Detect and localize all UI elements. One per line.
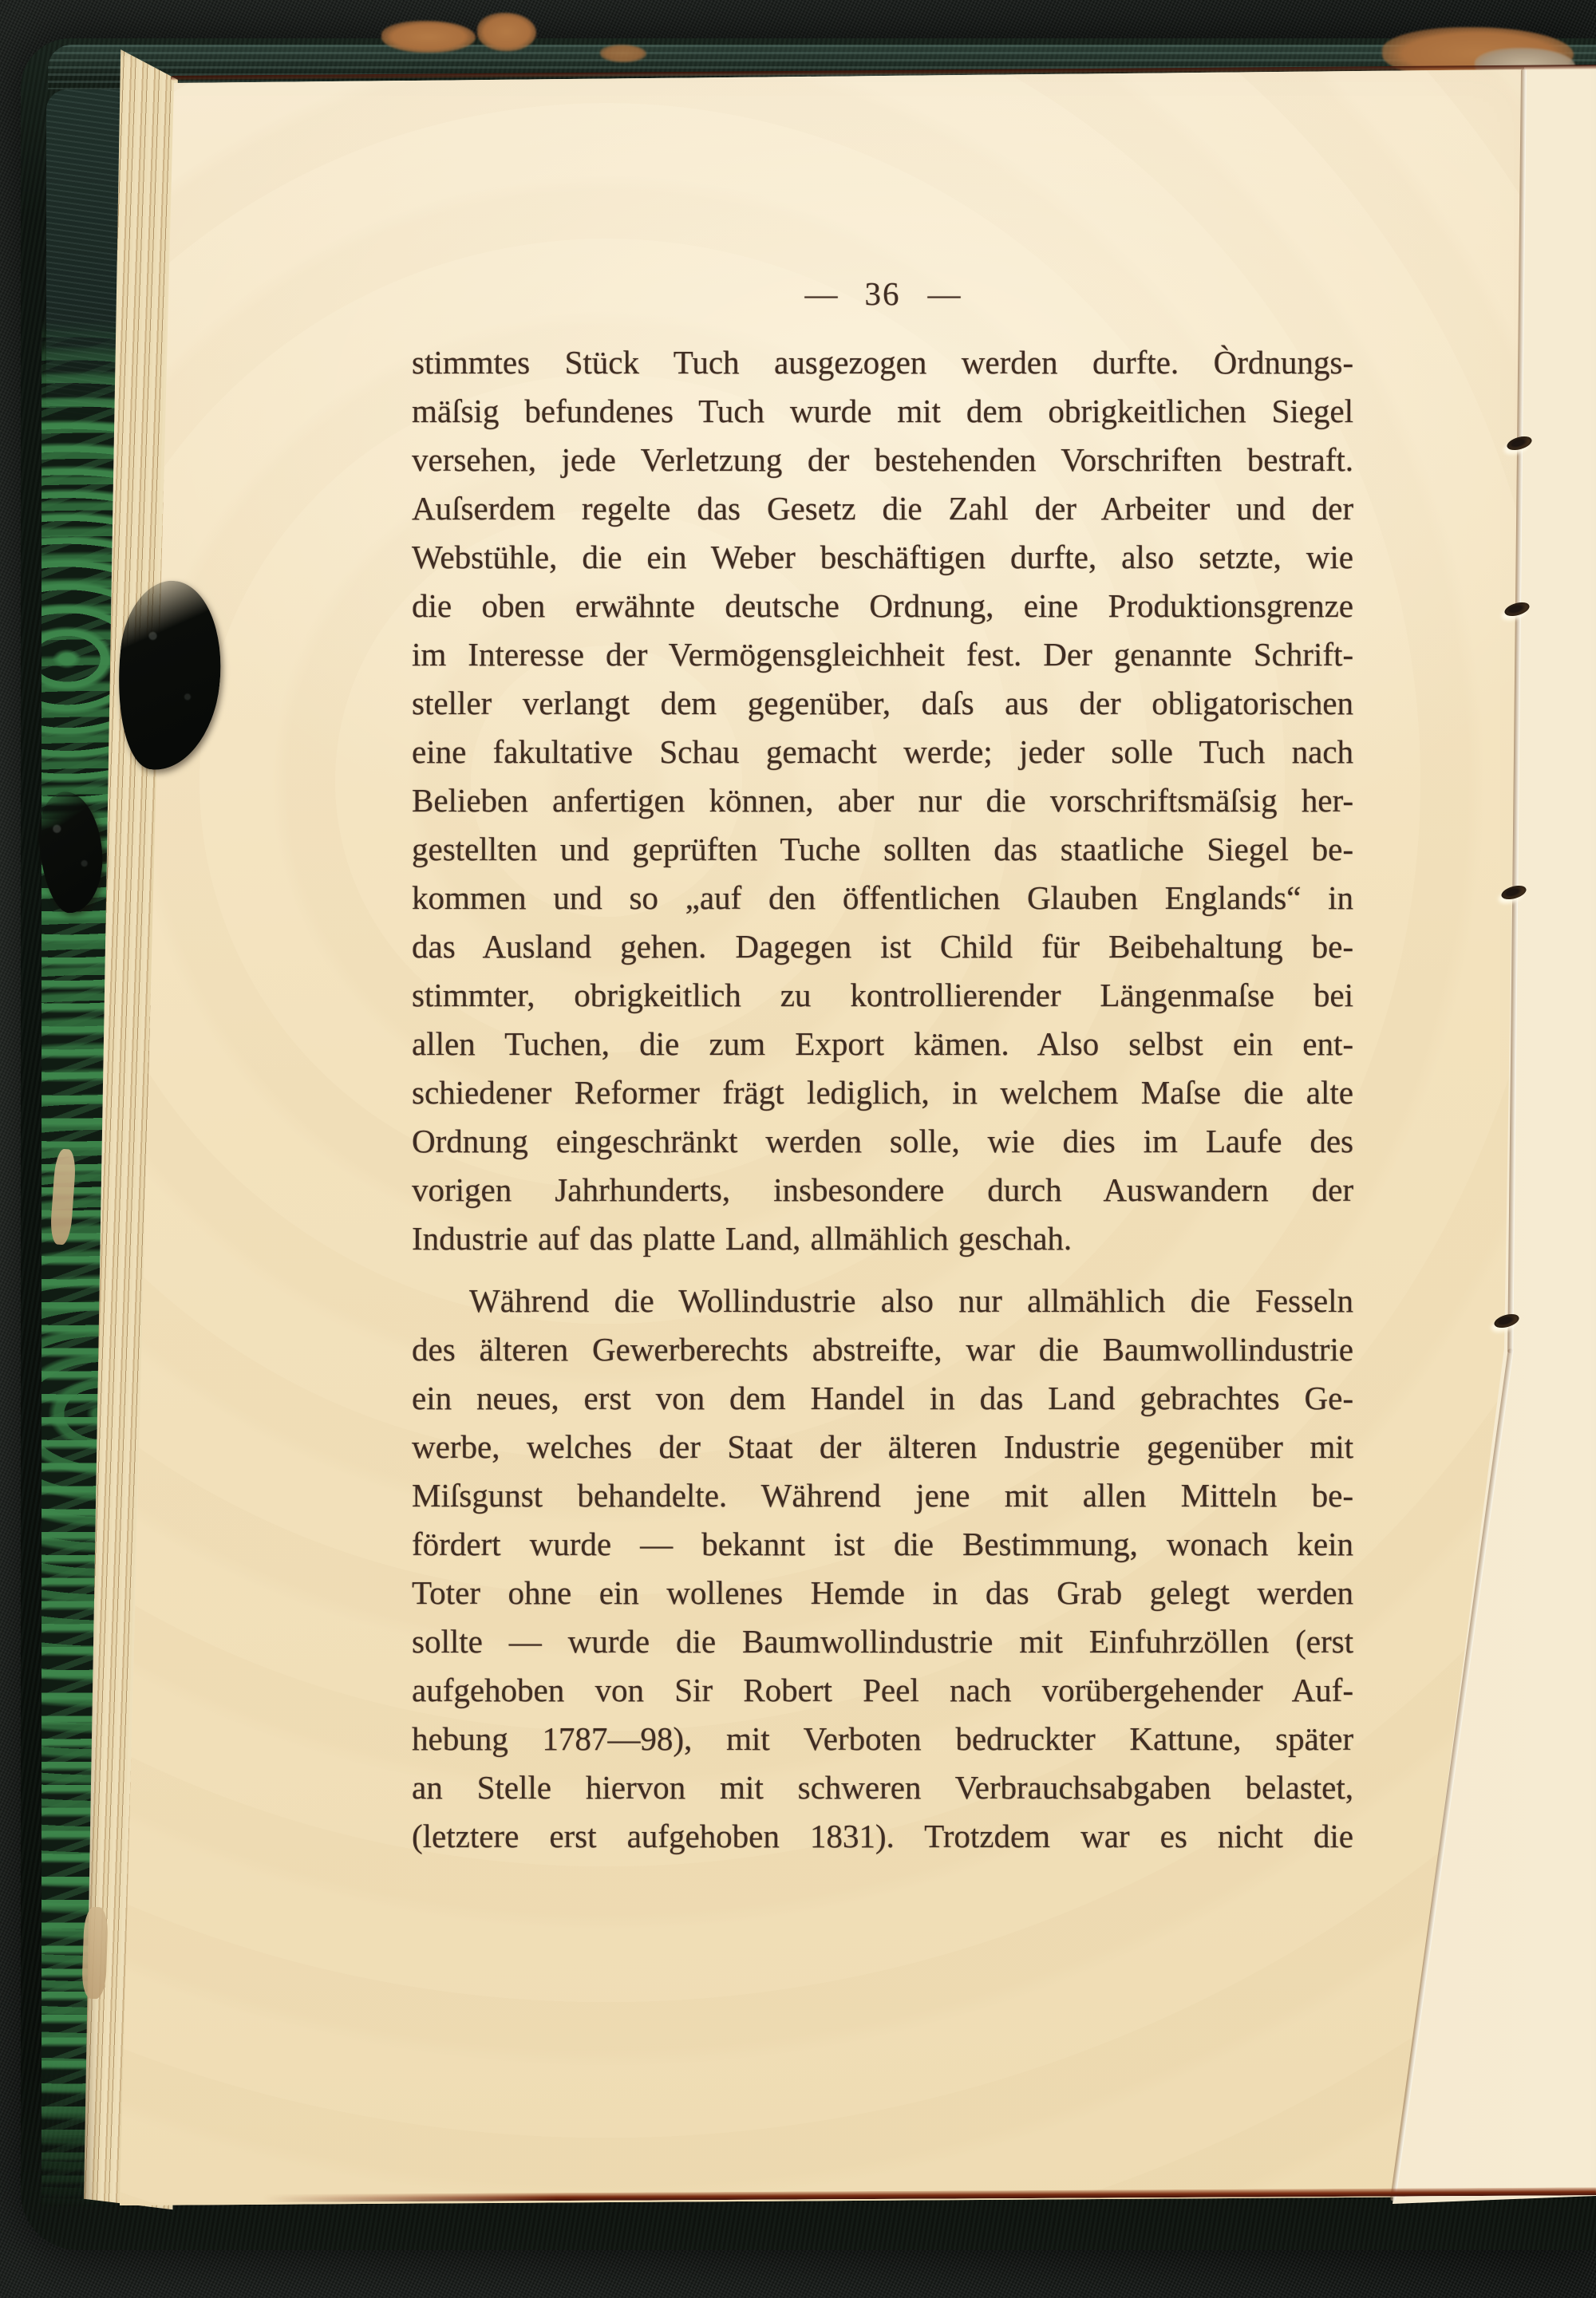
paragraph	[412, 1277, 1353, 1861]
text-line: Webstühle, die ein Weber beschäftigen durfte, also setzte, wie	[412, 539, 1353, 575]
text-line: mäſsig befundenes Tuch wurde mit dem obrigkeitlichen Siegel	[412, 393, 1353, 429]
text-line: Belieben anfertigen können, aber nur die vorschriftsmäſsig her-	[412, 782, 1353, 819]
text-line: allen Tuchen, die zum Export kämen. Also selbst ein ent-	[412, 1025, 1353, 1062]
text-line: Toter ohne ein wollenes Hemde in das Grab gelegt werden	[412, 1574, 1353, 1611]
text-line: eine fakultative Schau gemacht werde; jeder solle Tuch nach	[412, 733, 1353, 770]
text-line: schiedener Reformer frägt lediglich, in welchem Maſse die alte	[412, 1074, 1353, 1111]
text-line: Miſsgunst behandelte. Während jene mit allen Mitteln be-	[412, 1477, 1353, 1514]
text-line: aufgehoben von Sir Robert Peel nach vorübergehender Auf-	[412, 1672, 1353, 1708]
page-text	[412, 338, 1353, 1861]
text-line: Während die Wollindustrie also nur allmählich die Fesseln	[469, 1282, 1353, 1319]
text-line: versehen, jede Verletzung der bestehenden Vorschriften bestraft.	[412, 441, 1353, 478]
text-line: Industrie auf das platte Land, allmählich geschah.	[412, 1220, 1073, 1257]
text-line: fördert wurde — bekannt ist die Bestimmung, wonach kein	[412, 1526, 1353, 1562]
text-line: sollte — wurde die Baumwollindustrie mit Einfuhrzöllen (erst	[412, 1623, 1353, 1660]
page-number-left-dash: —	[804, 275, 838, 312]
text-line: hebung 1787—98), mit Verboten bedruckter Kattune, später	[412, 1720, 1353, 1757]
leather-wear-patch	[477, 13, 536, 51]
text-line: stimmter, obrigkeitlich zu kontrollierender Längenmaſse bei	[412, 977, 1353, 1013]
text-line: gestellten und geprüften Tuche sollten das staatliche Siegel be-	[412, 831, 1353, 867]
text-line: im Interesse der Vermögensgleichheit fest. Der genannte Schrift-	[412, 636, 1353, 673]
text-line: Auſserdem regelte das Gesetz die Zahl der Arbeiter und der	[412, 490, 1353, 527]
page-number	[412, 270, 1353, 318]
text-line: die oben erwähnte deutsche Ordnung, eine Produktionsgrenze	[412, 587, 1353, 624]
text-line: ein neues, erst von dem Handel in das Land gebrachtes Ge-	[412, 1380, 1353, 1416]
text-line: steller verlangt dem gegenüber, daſs aus der obligatorischen	[412, 685, 1353, 721]
text-line: (letztere erst aufgehoben 1831). Trotzdem war es nicht die	[412, 1818, 1353, 1854]
text-line: kommen und so „auf den öffentlichen Glauben Englands“ in	[412, 879, 1353, 916]
text-line: vorigen Jahrhunderts, insbesondere durch Auswandern der	[412, 1171, 1353, 1208]
page-number-right-dash: —	[927, 275, 961, 312]
text-line: Ordnung eingeschränkt werden solle, wie dies im Laufe des	[412, 1123, 1353, 1159]
text-line: des älteren Gewerberechts abstreifte, war die Baumwollindustrie	[412, 1331, 1353, 1368]
page-number-value: 36	[864, 275, 901, 312]
text-line: an Stelle hiervon mit schweren Verbrauchsabgaben belastet,	[412, 1769, 1353, 1806]
text-line: stimmtes Stück Tuch ausgezogen werden durfte. Òrdnungs-	[412, 344, 1353, 381]
leather-wear-patch	[600, 45, 646, 62]
torn-paper-bit	[81, 1907, 109, 2000]
text-line: das Ausland gehen. Dagegen ist Child für Beibehaltung be-	[412, 928, 1353, 965]
text-line: werbe, welches der Staat der älteren Industrie gegenüber mit	[412, 1428, 1353, 1465]
leather-wear-patch	[381, 21, 476, 53]
paragraph	[412, 338, 1353, 1263]
